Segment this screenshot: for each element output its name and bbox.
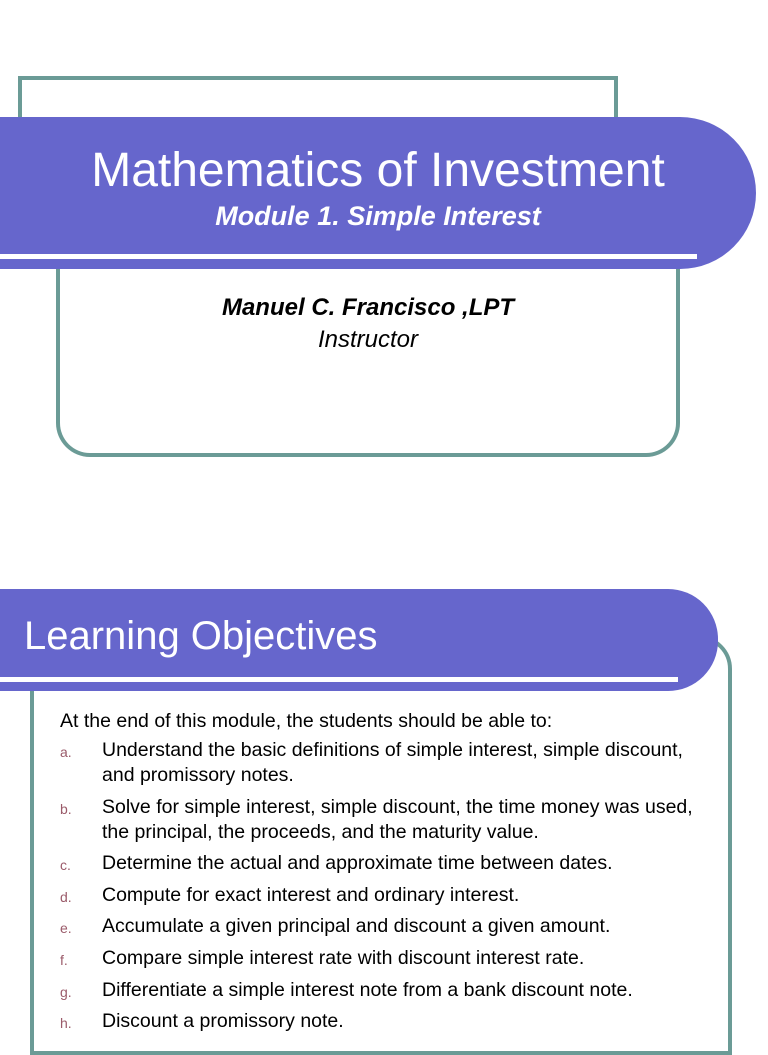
list-marker: d. [60, 888, 72, 905]
objective-item [60, 851, 710, 876]
objective-text: Compute for exact interest and ordinary interest. [102, 883, 520, 906]
objective-item [60, 1009, 710, 1034]
author-name: Manuel C. Francisco ,LPT [221, 294, 515, 321]
objective-item [60, 946, 710, 971]
objective-text: Discount a promissory note. [102, 1010, 344, 1033]
slide2-title: Learning Objectives [24, 614, 378, 658]
list-marker: b. [60, 800, 72, 817]
objective-item [60, 914, 710, 939]
objective-text: Differentiate a simple interest note from a bank discount note. [102, 978, 633, 1001]
objective-text: Understand the basic definitions of simple interest, simple discount, and promissory notes. [102, 739, 683, 786]
objective-item [60, 978, 710, 1003]
list-marker: h. [60, 1015, 72, 1032]
objective-text: Determine the actual and approximate time between dates. [102, 852, 613, 875]
objectives-list [60, 738, 710, 1041]
objective-text: Compare simple interest rate with discount interest rate. [102, 946, 585, 969]
objective-item [60, 795, 710, 845]
slide1-title: Mathematics of Investment [91, 144, 665, 197]
author-role: Instructor [317, 326, 419, 353]
objective-item [60, 883, 710, 908]
list-marker: g. [60, 983, 72, 1000]
objective-item [60, 738, 710, 788]
list-marker: f. [60, 951, 68, 968]
slide1-subtitle: Module 1. Simple Interest [215, 201, 541, 231]
objective-text: Solve for simple interest, simple discount, the time money was used, the principal, the proceeds, and the maturity value. [102, 795, 693, 843]
list-marker: a. [60, 744, 72, 760]
list-marker: c. [60, 857, 71, 874]
slide2-banner-underline [0, 677, 678, 682]
slide1-banner-underline [0, 254, 697, 259]
list-marker: e. [60, 920, 72, 937]
objective-text: Accumulate a given principal and discount a given amount. [102, 915, 611, 938]
objectives-intro: At the end of this module, the students should be able to: [60, 710, 553, 732]
